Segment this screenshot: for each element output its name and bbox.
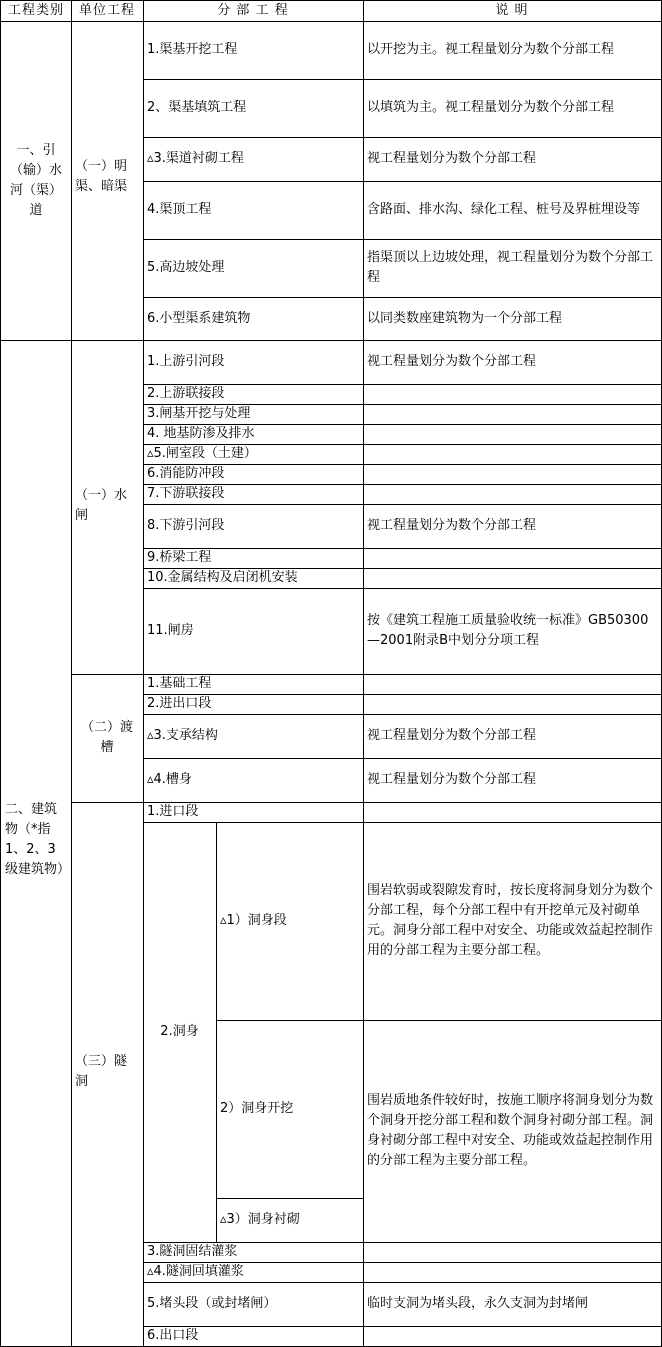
aqueduct_divisions-note-4-text: 视工程量划分为数个分部工程 bbox=[367, 772, 537, 787]
canal_divisions-note-2-text: 以填筑为主。视工程量划分为数个分部工程 bbox=[367, 100, 615, 115]
sluice_divisions-division-9 bbox=[143, 548, 363, 568]
category-structures bbox=[1, 340, 71, 1346]
unit-aqueduct-text: （二）渡槽 bbox=[80, 720, 133, 755]
aqueduct_divisions-division-2 bbox=[143, 694, 363, 714]
sluice_divisions-note-2 bbox=[363, 384, 661, 404]
sluice_divisions-division-6 bbox=[143, 464, 363, 484]
sluice_divisions-division-8 bbox=[143, 504, 363, 548]
aqueduct_divisions-division-3 bbox=[143, 714, 363, 758]
canal_divisions-note-5 bbox=[363, 239, 661, 297]
canal_divisions-division-2-text: 2、渠基填筑工程 bbox=[147, 100, 247, 115]
tunnel-body-segment-note bbox=[363, 822, 661, 1020]
canal_divisions-division-1-text: 1.渠基开挖工程 bbox=[147, 42, 238, 57]
tunnel-backfill-grouting-text: ▵4.隧洞回填灌浆 bbox=[147, 1264, 244, 1279]
tunnel-plug-section bbox=[143, 1282, 363, 1326]
sluice_divisions-division-7-text: 7.下游联接段 bbox=[147, 486, 225, 501]
tunnel-plug-section-note bbox=[363, 1282, 661, 1326]
sluice_divisions-division-3 bbox=[143, 404, 363, 424]
tunnel-entrance-text: 1.进口段 bbox=[147, 804, 199, 819]
sluice_divisions-division-4-text: 4. 地基防渗及排水 bbox=[147, 426, 255, 441]
sluice_divisions-note-11-text: 按《建筑工程施工质量验收统一标准》GB50300—2001附录B中划分分项工程 bbox=[367, 613, 649, 648]
sluice_divisions-division-6-text: 6.消能防冲段 bbox=[147, 466, 225, 481]
header-note-text: 说 明 bbox=[495, 3, 529, 18]
header-unit-text: 单位工程 bbox=[78, 3, 135, 18]
unit-tunnel-text: （三）隧洞 bbox=[75, 1054, 128, 1089]
sluice_divisions-division-5-text: ▵5.闸室段（土建） bbox=[147, 446, 257, 461]
aqueduct_divisions-division-1-text: 1.基础工程 bbox=[147, 676, 212, 691]
canal_divisions-division-3 bbox=[143, 137, 363, 181]
tunnel-body-lining bbox=[216, 1198, 363, 1242]
aqueduct_divisions-note-3-text: 视工程量划分为数个分部工程 bbox=[367, 728, 537, 743]
sluice_divisions-division-11 bbox=[143, 588, 363, 674]
tunnel-body-segment bbox=[216, 822, 363, 1020]
tunnel-backfill-grouting-note bbox=[363, 1262, 661, 1282]
canal_divisions-note-2 bbox=[363, 79, 661, 137]
tunnel-body-excavation-note-text: 围岩质地条件较好时，按施工顺序将洞身划分为数个洞身开挖分部工程和数个洞身衬砌分部工程。洞身衬砌分部工程中对安全、功能或效益起控制作用的分部工程为主要分部工程。 bbox=[367, 1093, 654, 1168]
header-division bbox=[143, 1, 363, 21]
tunnel-plug-section-text: 5.堵头段（或封堵闸） bbox=[147, 1296, 277, 1311]
sluice_divisions-note-3 bbox=[363, 404, 661, 424]
sluice_divisions-division-9-text: 9.桥梁工程 bbox=[147, 550, 212, 565]
tunnel-plug-section-note-text: 临时支洞为堵头段，永久支洞为封堵闸 bbox=[367, 1296, 589, 1311]
tunnel-exit-note bbox=[363, 1326, 661, 1346]
category-canal-text: 一、引（输）水河（渠）道 bbox=[9, 142, 62, 218]
sluice_divisions-division-4 bbox=[143, 424, 363, 444]
sluice_divisions-division-3-text: 3.闸基开挖与处理 bbox=[147, 406, 251, 421]
sluice_divisions-note-7 bbox=[363, 484, 661, 504]
canal_divisions-note-5-text: 指渠顶以上边坡处理，视工程量划分为数个分部工程 bbox=[367, 250, 654, 285]
canal_divisions-division-4-text: 4.渠顶工程 bbox=[147, 202, 212, 217]
canal_divisions-note-6 bbox=[363, 297, 661, 340]
aqueduct_divisions-division-4-text: ▵4.槽身 bbox=[147, 772, 192, 787]
tunnel-exit bbox=[143, 1326, 363, 1346]
canal_divisions-division-4 bbox=[143, 181, 363, 239]
tunnel-body bbox=[143, 822, 216, 1242]
unit-open-channel-text: （一）明渠、暗渠 bbox=[75, 159, 128, 194]
sluice_divisions-division-8-text: 8.下游引河段 bbox=[147, 518, 225, 533]
canal_divisions-note-4 bbox=[363, 181, 661, 239]
tunnel-backfill-grouting bbox=[143, 1262, 363, 1282]
canal_divisions-note-3 bbox=[363, 137, 661, 181]
canal_divisions-division-6 bbox=[143, 297, 363, 340]
canal_divisions-note-3-text: 视工程量划分为数个分部工程 bbox=[367, 151, 537, 166]
sluice_divisions-note-8-text: 视工程量划分为数个分部工程 bbox=[367, 518, 537, 533]
unit-sluice bbox=[71, 340, 143, 674]
header-category bbox=[1, 1, 71, 21]
canal_divisions-note-6-text: 以同类数座建筑物为一个分部工程 bbox=[367, 310, 563, 326]
sluice_divisions-note-9 bbox=[363, 548, 661, 568]
aqueduct_divisions-note-3 bbox=[363, 714, 661, 758]
header-category-text: 工程类别 bbox=[7, 3, 64, 18]
aqueduct_divisions-note-1 bbox=[363, 674, 661, 694]
category-structures-text: 二、建筑物（*指1、2、3级建筑物） bbox=[5, 802, 71, 877]
unit-open-channel bbox=[71, 21, 143, 340]
aqueduct_divisions-division-4 bbox=[143, 758, 363, 802]
category-canal bbox=[1, 21, 71, 340]
tunnel-entrance bbox=[143, 802, 363, 822]
tunnel-entrance-note bbox=[363, 802, 661, 822]
canal_divisions-note-4-text: 含路面、排水沟、绿化工程、桩号及界桩埋设等 bbox=[367, 202, 641, 217]
sluice_divisions-note-8 bbox=[363, 504, 661, 548]
tunnel-consolidation-grouting-text: 3.隧洞固结灌浆 bbox=[147, 1244, 238, 1259]
tunnel-body-text: 2.洞身 bbox=[160, 1024, 199, 1039]
tunnel-body-excavation-note bbox=[363, 1020, 661, 1242]
sluice_divisions-division-10 bbox=[143, 568, 363, 588]
sluice_divisions-note-11 bbox=[363, 588, 661, 674]
sluice_divisions-note-1-text: 视工程量划分为数个分部工程 bbox=[367, 354, 537, 369]
canal_divisions-note-1-text: 以开挖为主。视工程量划分为数个分部工程 bbox=[367, 42, 615, 57]
aqueduct_divisions-division-3-text: ▵3.支承结构 bbox=[147, 728, 218, 743]
tunnel-exit-text: 6.出口段 bbox=[147, 1328, 199, 1343]
sluice_divisions-note-1 bbox=[363, 340, 661, 384]
sluice_divisions-note-6 bbox=[363, 464, 661, 484]
sluice_divisions-division-1 bbox=[143, 340, 363, 384]
canal_divisions-division-5 bbox=[143, 239, 363, 297]
header-note bbox=[363, 1, 661, 21]
tunnel-body-lining-text: ▵3）洞身衬砌 bbox=[220, 1212, 300, 1227]
aqueduct_divisions-note-4 bbox=[363, 758, 661, 802]
sluice_divisions-division-7 bbox=[143, 484, 363, 504]
canal_divisions-note-1 bbox=[363, 21, 661, 79]
sluice_divisions-note-4 bbox=[363, 424, 661, 444]
tunnel-consolidation-grouting bbox=[143, 1242, 363, 1262]
aqueduct_divisions-division-2-text: 2.进出口段 bbox=[147, 696, 212, 711]
sluice_divisions-note-10 bbox=[363, 568, 661, 588]
sluice_divisions-division-1-text: 1.上游引河段 bbox=[147, 354, 225, 369]
canal_divisions-division-6-text: 6.小型渠系建筑物 bbox=[147, 310, 251, 326]
tunnel-body-excavation bbox=[216, 1020, 363, 1198]
tunnel-consolidation-grouting-note bbox=[363, 1242, 661, 1262]
canal_divisions-division-2 bbox=[143, 79, 363, 137]
sluice_divisions-division-11-text: 11.闸房 bbox=[147, 623, 194, 638]
tunnel-body-segment-note-text: 围岩软弱或裂隙发育时，按长度将洞身划分为数个分部工程，每个分部工程中有开挖单元及衬砌单元。洞身分部工程中对安全、功能或效益起控制作用的分部工程为主要分部工程。 bbox=[367, 883, 654, 958]
header-unit bbox=[71, 1, 143, 21]
sluice_divisions-note-5 bbox=[363, 444, 661, 464]
unit-aqueduct bbox=[71, 674, 143, 802]
tunnel-body-excavation-text: 2）洞身开挖 bbox=[220, 1101, 294, 1116]
sluice_divisions-division-2 bbox=[143, 384, 363, 404]
tunnel-body-segment-text: ▵1）洞身段 bbox=[220, 913, 287, 928]
sluice_divisions-division-2-text: 2.上游联接段 bbox=[147, 386, 225, 401]
aqueduct_divisions-note-2 bbox=[363, 694, 661, 714]
header-division-text: 分 部 工 程 bbox=[217, 3, 289, 18]
canal_divisions-division-1 bbox=[143, 21, 363, 79]
sluice_divisions-division-10-text: 10.金属结构及启闭机安装 bbox=[147, 570, 298, 585]
unit-sluice-text: （一）水闸 bbox=[75, 488, 128, 523]
canal_divisions-division-5-text: 5.高边坡处理 bbox=[147, 260, 225, 275]
sluice_divisions-division-5 bbox=[143, 444, 363, 464]
canal_divisions-division-3-text: ▵3.渠道衬砌工程 bbox=[147, 151, 244, 166]
unit-tunnel bbox=[71, 802, 143, 1346]
aqueduct_divisions-division-1 bbox=[143, 674, 363, 694]
